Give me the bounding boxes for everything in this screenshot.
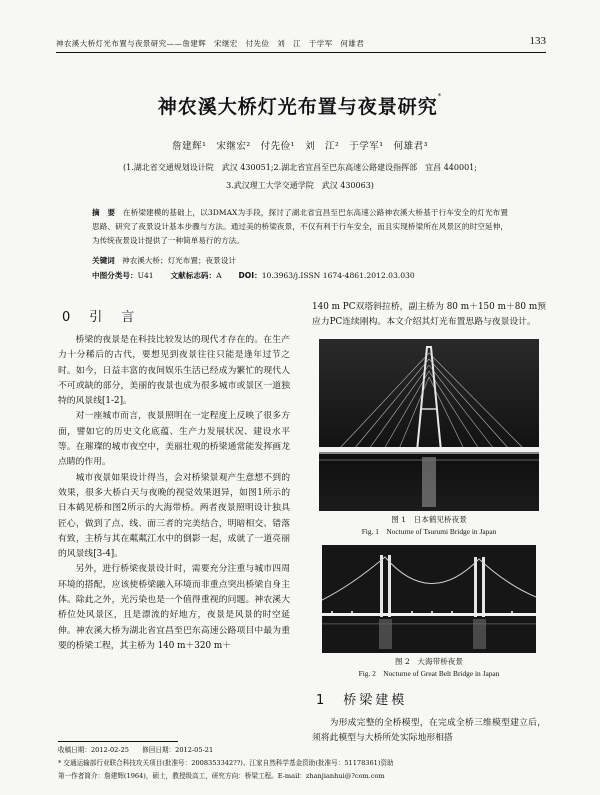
footnote-author-bio: 第一作者简介：詹建辉(1964)，硕士，教授级高工，研究方向：桥梁工程。E-mail：zhanjianhui@?com.com [58,772,385,780]
section-1-number: 1 [316,692,328,708]
abstract-label: 摘 要 [92,208,116,217]
section-1-heading [316,689,546,708]
page-number: 133 [529,35,546,47]
intro-paragraph-2: 对一座城市而言，夜景照明在一定程度上反映了很多方面，譬如它的历史文化底蕴、生产力发展状况、建设水平等。在璀璨的城市夜空中，美丽壮观的桥梁通常能发挥画龙点睛的作用。 [58,411,290,468]
footnote-received-dates: 收稿日期：2012-02-25 修回日期：2012-05-21 [58,746,214,754]
figure-2-caption-cn: 图 2 大海带桥夜景 [395,656,463,666]
keywords-line [92,255,236,266]
header-rule [56,52,546,53]
running-head: 神农溪大桥灯光布置与夜景研究——詹建辉 宋继宏 付先俭 刘 江 于学军 何雄君 [56,39,365,48]
figure-1-caption-cn: 图 1 日本鹤见桥夜景 [391,514,467,524]
section-0-number: 0 [62,310,74,325]
section-0-title: 引 言 [89,310,138,325]
figure-2-caption-en: Fig. 2 Nocturne of Great Belt Bridge in Japan [358,668,500,678]
figure-1-caption-en: Fig. 1 Nocturne of Tsurumi Bridge in Japan [361,526,497,536]
section-1-paragraph: 为形成完整的全桥模型，在完成全桥三维模型建立后，须将此模型与大桥所处实际地形相搭 [312,717,546,743]
affiliation-line-2: 3.武汉理工大学交通学院 武汉 430063) [226,181,374,190]
figure-2-great-belt-bridge-photo [322,545,536,653]
doi-label: DOI： [238,271,262,280]
title-text: 神农溪大桥灯光布置与夜景研究 [157,96,438,118]
left-column [58,302,290,654]
clc-value: U41 [137,271,154,280]
abstract [92,206,508,248]
classification-line [92,270,415,281]
title-footnote-mark: * [437,92,443,100]
author-list: 詹建辉¹ 宋继宏² 付先俭¹ 刘 江² 于学军¹ 何雄君³ [172,141,428,152]
doc-code-value: A [216,271,222,280]
clc-label: 中图分类号： [92,271,138,280]
keywords-text: 神农溪大桥；灯光布置；夜景设计 [122,256,236,265]
section-0-heading [62,306,290,325]
affiliation-line-1: (1.湖北省交通规划设计院 武汉 430051;2.湖北省宜昌至巴东高速公路建设指挥部 宜昌 440001; [123,163,477,172]
right-column [312,300,546,746]
intro-paragraph-1: 桥梁的夜景是在科技比较发达的现代才存在的。在生产力十分稀后的古代，要想见到夜景往往只能是逢年过节之时。如今，日益丰富的夜间娱乐生活已经成为繁忙的现代人不可或缺的部分，美丽的夜景也成为很多城市或景区一道独特的风景线[1-2]。 [58,335,290,407]
intro-paragraph-3: 城市夜景如果设计得当，会对桥梁景观产生意想不到的效果，很多大桥白天与夜晚的视觉效果迥异，如图1所示的日本鹤见桥和图2所示的大海带桥。两者夜景照明设计独具匠心，做到了点、线、面三者的完美结合，明暗相交、错落有致，主桥与其在粼粼江水中的倒影一起，成就了一道亮丽的风景线[3-4]。 [58,472,290,560]
doi-value: 10.3963/j.ISSN 1674-4861.2012.03.030 [261,271,415,280]
abstract-text: 在桥梁建模的基础上，以3DMAX为手段，探讨了湖北省宜昌至巴东高速公路神农溪大桥基于行车安全的灯光布置思路、研究了夜景设计基本步骤与方法。通过美的桥梁夜景，不仅有利于行车安全，而且实现桥梁所在风景区的时空延伸，为传统夜景设计提供了一种简单易行的方法。 [92,208,508,245]
intro-paragraph-4: 另外，进行桥梁夜景设计时，需要充分注重与城市四周环境的搭配，应该使桥梁融入环境而非重点突出桥梁自身主体。除此之外，光污染也是一个值得重视的问题。神农溪大桥位处风景区，且是漂流的好地方，夜景是风景的时空延伸。神农溪大桥为湖北省宜昌至巴东高速公路项目中最为重要的桥梁工程，其主桥为 140 m＋320 m＋ [58,564,290,651]
footnote-rule [58,741,178,742]
section-1-title: 桥梁建模 [343,692,408,708]
article-title [0,92,600,119]
footnote-fund: * 交通运输部行业联合科技攻关项目(批准号：2008353342??)、江家自然科学基金资助(批准号：51178361)资助 [58,759,394,767]
keywords-label: 关键词 [92,256,115,265]
doc-code-label: 文献标志码： [170,271,217,280]
continued-paragraph: 140 m PC双塔斜拉桥，副主桥为 80 m＋150 m＋80 m预应力PC连续刚构。本文介绍其灯光布置思路与夜景设计。 [312,302,546,328]
figure-1-tsurumi-bridge-photo [319,339,539,511]
